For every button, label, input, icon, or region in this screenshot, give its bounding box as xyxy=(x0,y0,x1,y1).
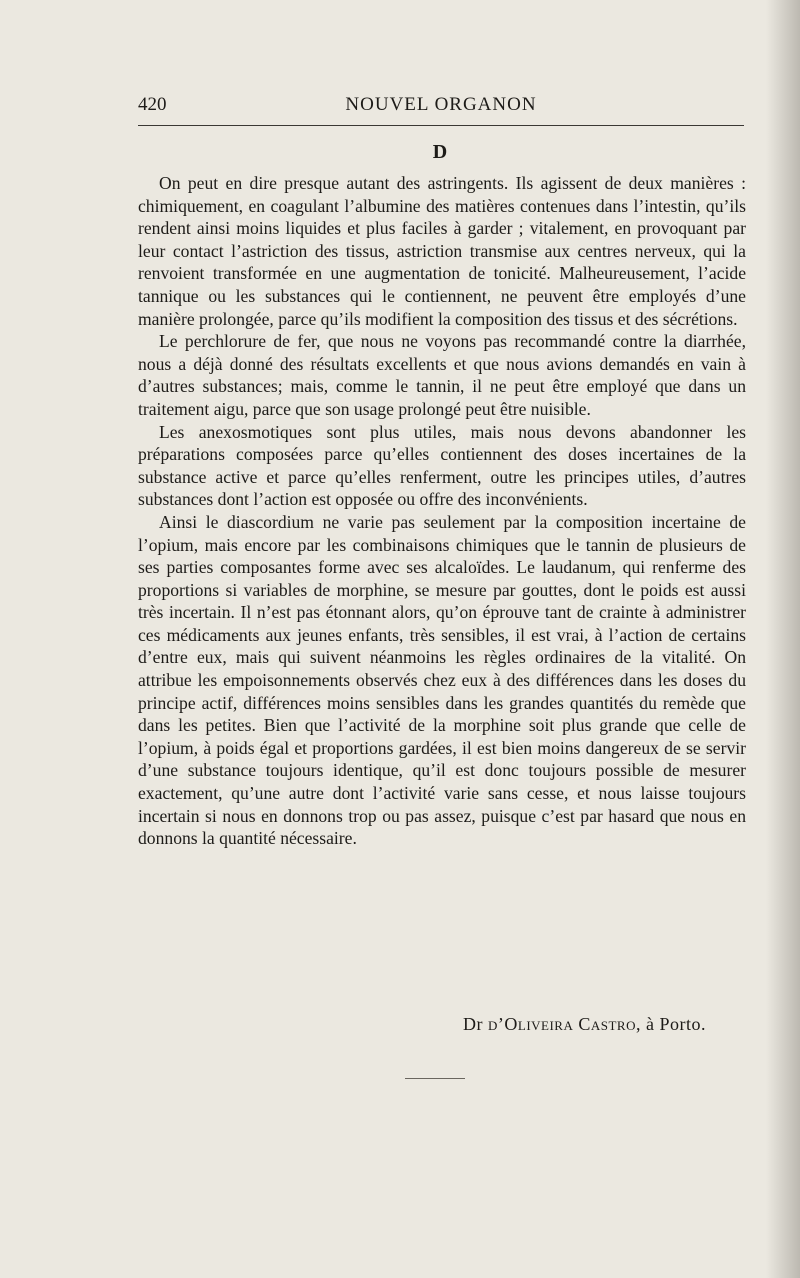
running-header xyxy=(138,94,744,120)
body-text xyxy=(138,172,746,850)
author-name: d’Oliveira Castro xyxy=(488,1014,636,1034)
author-place: , à Porto. xyxy=(636,1014,706,1034)
paragraph: Le perchlorure de fer, que nous ne voyons pas recommandé contre la diarrhée, nous a déjà donné des résultats excellents et que nous avions demandés en vain à d’autres substances; mais, comme le tannin, il ne peut être employé que dans un traitement aigu, parce que son usage prolongé peut être nuisible. xyxy=(138,331,746,419)
paragraph: On peut en dire presque autant des astringents. Ils agissent de deux manières : chimiquement, en coagulant l’albumine des matières contenues dans l’intestin, qu’ils rendent ainsi moins liquides et plus faciles à garder ; vitalement, en provoquant par leur contact l’astriction des tissus, astriction transmise aux centres nerveux, qui la renvoient transformée en une augmentation de tonicité. Malheureusement, l’acide tannique ou les substances qui le contiennent, ne peuvent être employés d’une manière prolongée, parce qu’ils modifient la composition des tissus et des sécrétions. xyxy=(138,173,746,329)
page-edge-shadow xyxy=(766,0,800,1278)
section-letter: D xyxy=(432,141,448,163)
page-number: 420 xyxy=(138,94,167,115)
end-rule xyxy=(405,1078,465,1079)
paragraph: Ainsi le diascordium ne varie pas seulement par la composition incertaine de l’opium, mais encore par les combinaisons chimiques que le tannin de plusieurs de ses parties composantes forme avec ses alcaloïdes. Le laudanum, qui renferme des proportions si variables de morphine, se mesure par gouttes, dont le poids est aussi très incertain. Il n’est pas étonnant alors, qu’on éprouve tant de crainte à administrer ces médicaments aux jeunes enfants, très sensibles, il est vrai, à l’action de certains d’entre eux, mais qui suivent néanmoins les règles ordinaires de la vitalité. On attribue les empoisonnements observés chez eux à des différences dans les doses du principe actif, différences moins sensibles dans les grandes quantités du remède que dans les petites. Bien que l’activité de la morphine soit plus grande que celle de l’opium, à poids égal et proportions gardées, il est bien moins dangereux de se servir d’une substance toujours identique, qu’il est donc toujours possible de mesurer exactement, qu’une autre dont l’activité varie sans cesse, et nous laisse toujours incertain si nous en donnons trop ou pas assez, puisque c’est par hasard que nous en donnons la quantité nécessaire. xyxy=(138,511,746,849)
header-rule xyxy=(138,125,744,126)
running-title: NOUVEL ORGANON xyxy=(345,94,537,115)
paragraph: Les anexosmotiques sont plus utiles, mais nous devons abandonner les préparations composées parce qu’elles contiennent des doses incertaines de la substance active et parce qu’elles renferment, outre les principes utiles, d’autres substances dont l’action est opposée ou offre des inconvénients. xyxy=(138,421,746,510)
author-signature xyxy=(138,1014,706,1035)
author-title: Dr xyxy=(463,1014,483,1034)
